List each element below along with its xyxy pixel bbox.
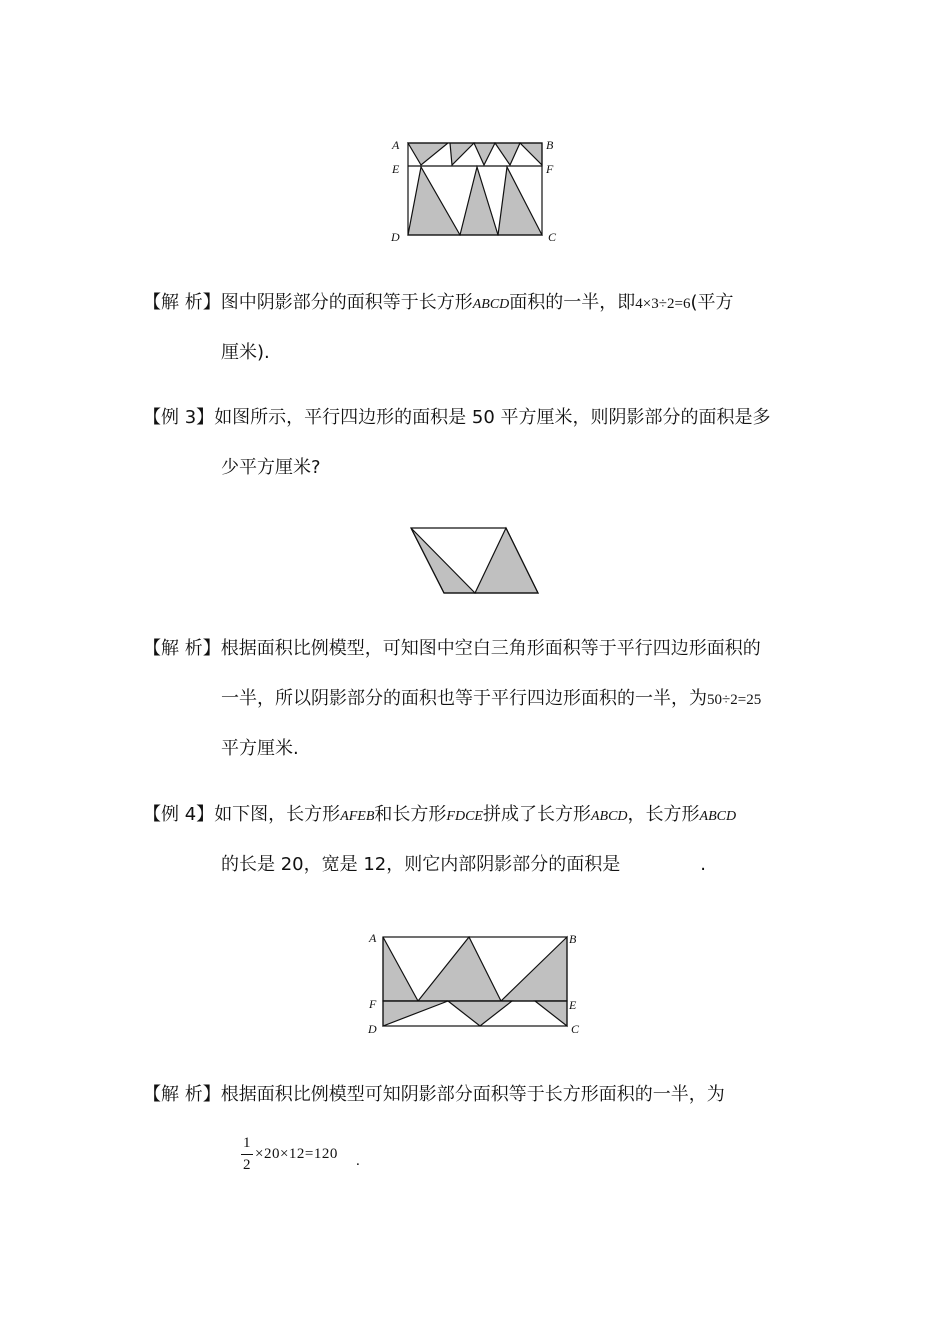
figure-rectangle-abcd-2: [360, 925, 590, 1040]
example-4-line-1: [143, 803, 736, 829]
example-3-line-2: 少平方厘米?: [221, 457, 321, 478]
example-text: 如下图，长方形: [214, 804, 341, 825]
example-text: 如图所示，平行四边形的面积是 50 平方厘米，则阴影部分的面积是多: [214, 407, 771, 428]
label-a: A: [369, 931, 377, 945]
fraction-numerator: 1: [243, 1135, 251, 1151]
example-end: .: [700, 854, 706, 875]
label-e: E: [569, 998, 577, 1012]
rect-name: FDCE: [446, 809, 483, 824]
label-e: E: [392, 162, 400, 176]
rect-name: ABCD: [472, 297, 510, 312]
expression-end: .: [356, 1153, 360, 1169]
rect-name: ABCD: [699, 809, 737, 824]
example-text: ，长方形: [627, 804, 700, 825]
analysis-text: 图中阴影部分的面积等于长方形: [220, 292, 473, 313]
analysis-tag: 【解 析】: [143, 1084, 221, 1105]
label-f: F: [369, 997, 377, 1011]
figure-rectangle-abcd-1: [380, 135, 570, 250]
analysis-text: (平方: [690, 292, 734, 313]
rect-name: ABCD: [590, 809, 628, 824]
expression: 4×3÷2=6: [635, 296, 691, 312]
analysis-text: 根据面积比例模型，可知图中空白三角形面积等于平行四边形面积的: [220, 638, 761, 659]
analysis-3-line-1: [143, 1083, 725, 1107]
analysis-2-line-1: [143, 637, 761, 661]
label-f: F: [546, 162, 554, 176]
label-c: C: [571, 1022, 580, 1036]
example-tag: 【例 3】: [143, 407, 215, 428]
label-d: D: [391, 230, 400, 244]
analysis-text: 面积的一半，即: [509, 292, 636, 313]
example-3-line-1: [143, 406, 771, 430]
example-tag: 【例 4】: [143, 804, 215, 825]
analysis-tag: 【解 析】: [143, 292, 221, 313]
label-a: A: [392, 138, 400, 152]
example-text: 的长是 20，宽是 12，则它内部阴影部分的面积是: [221, 854, 621, 875]
fraction-bar: [241, 1154, 253, 1155]
expression: ×20×12=120: [255, 1146, 338, 1162]
analysis-text: 一半，所以阴影部分的面积也等于平行四边形面积的一半，为: [221, 688, 707, 709]
analysis-2-line-3: 平方厘米.: [221, 738, 299, 759]
label-d: D: [368, 1022, 377, 1036]
example-4-line-2: [221, 853, 706, 877]
analysis-1-line-1: [143, 291, 733, 317]
example-text: 和长方形: [374, 804, 447, 825]
example-text: 拼成了长方形: [482, 804, 591, 825]
expression: 50÷2=25: [707, 692, 762, 708]
fraction-denominator: 2: [243, 1157, 251, 1173]
label-c: C: [548, 230, 557, 244]
analysis-1-line-2: 厘米).: [221, 342, 270, 363]
figure-parallelogram: [405, 522, 545, 602]
label-b: B: [546, 138, 554, 152]
analysis-text: 根据面积比例模型可知阴影部分面积等于长方形面积的一半，为: [220, 1084, 725, 1105]
rect-name: AFEB: [340, 809, 375, 824]
label-b: B: [569, 932, 577, 946]
analysis-tag: 【解 析】: [143, 638, 221, 659]
analysis-2-line-2: [221, 687, 761, 712]
